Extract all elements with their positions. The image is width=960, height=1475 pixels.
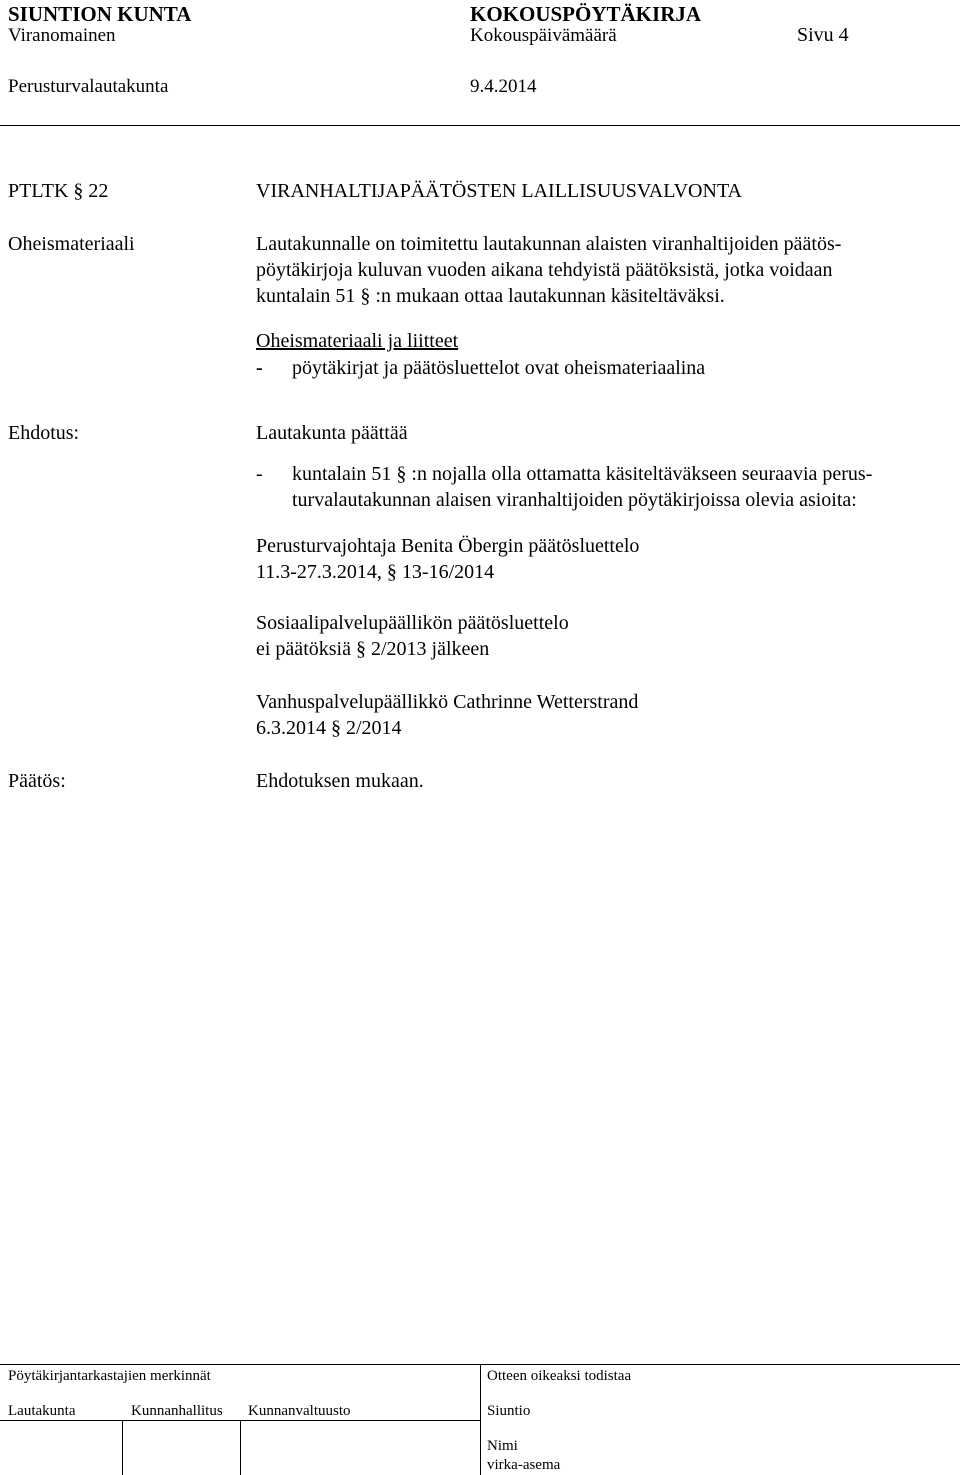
decision-list bbox=[256, 610, 569, 662]
background-line: Lautakunnalle on toimitettu lautakunnan alaisten viranhaltijoiden päätös- bbox=[256, 233, 842, 255]
document-type: KOKOUSPÖYTÄKIRJA bbox=[470, 2, 702, 26]
decision-list-title: Vanhuspalvelupäällikkö Cathrinne Wetterstrand bbox=[256, 691, 639, 713]
decision-list bbox=[256, 533, 639, 585]
column-board: Lautakunta bbox=[8, 1403, 76, 1419]
footer-column-divider bbox=[240, 1420, 241, 1475]
decision-list bbox=[256, 689, 638, 741]
decision-list-title: Perusturvajohtaja Benita Öbergin päätösluettelo bbox=[256, 535, 640, 557]
footer-column-divider bbox=[122, 1420, 123, 1475]
meeting-date-label: Kokouspäivämäärä bbox=[470, 25, 617, 46]
proposal-item-line: kuntalain 51 § :n nojalla olla ottamatta käsiteltäväkseen seuraavia perus- bbox=[292, 463, 873, 485]
section-id: PTLTK § 22 bbox=[8, 180, 109, 202]
decision-list-detail: 6.3.2014 § 2/2014 bbox=[256, 717, 402, 739]
inspectors-label: Pöytäkirjantarkastajien merkinnät bbox=[8, 1368, 211, 1384]
signer-name-label: Nimi bbox=[487, 1438, 518, 1454]
background-text bbox=[256, 231, 841, 309]
decision-list-title: Sosiaalipalvelupäällikön päätösluettelo bbox=[256, 612, 569, 634]
decision-label: Päätös: bbox=[8, 770, 66, 792]
authority-label: Viranomainen bbox=[8, 25, 116, 46]
column-government: Kunnanhallitus bbox=[131, 1403, 223, 1419]
proposal-intro: Lautakunta päättää bbox=[256, 422, 408, 444]
background-line: kuntalain 51 § :n mukaan ottaa lautakunnan käsiteltäväksi. bbox=[256, 285, 725, 307]
bullet-dash: - bbox=[256, 463, 263, 485]
column-council: Kunnanvaltuusto bbox=[248, 1403, 351, 1419]
decision-list-detail: ei päätöksiä § 2/2013 jälkeen bbox=[256, 638, 490, 660]
proposal-item bbox=[256, 461, 872, 513]
signature-place: Siuntio bbox=[487, 1403, 531, 1419]
signer-position-label: virka-asema bbox=[487, 1457, 561, 1473]
background-line: pöytäkirjoja kuluvan vuoden aikana tehdyistä päätöksistä, jotka voidaan bbox=[256, 259, 833, 281]
bullet-dash: - bbox=[256, 357, 263, 379]
attachments-item-text: pöytäkirjat ja päätösluettelot ovat oheismateriaalina bbox=[292, 357, 706, 379]
proposal-item-line: turvalautakunnan alaisen viranhaltijoiden pöytäkirjoissa olevia asioita: bbox=[292, 489, 857, 511]
decision-list-detail: 11.3-27.3.2014, § 13-16/2014 bbox=[256, 561, 495, 583]
decision-text: Ehdotuksen mukaan. bbox=[256, 770, 424, 792]
authority-name: Perusturvalautakunta bbox=[8, 76, 169, 97]
footer-center-divider bbox=[480, 1364, 481, 1475]
background-label: Oheismateriaali bbox=[8, 233, 135, 255]
attachments-heading[interactable]: Oheismateriaali ja liitteet bbox=[256, 330, 459, 352]
attachments-item bbox=[256, 355, 705, 381]
proposal-label: Ehdotus: bbox=[8, 422, 80, 444]
header-divider bbox=[0, 125, 960, 126]
certified-label: Otteen oikeaksi todistaa bbox=[487, 1368, 632, 1384]
section-title: VIRANHALTIJAPÄÄTÖSTEN LAILLISUUSVALVONTA bbox=[256, 180, 742, 202]
meeting-date: 9.4.2014 bbox=[470, 76, 537, 97]
page-number: Sivu 4 bbox=[797, 24, 849, 46]
municipality-name: SIUNTION KUNTA bbox=[8, 2, 192, 26]
